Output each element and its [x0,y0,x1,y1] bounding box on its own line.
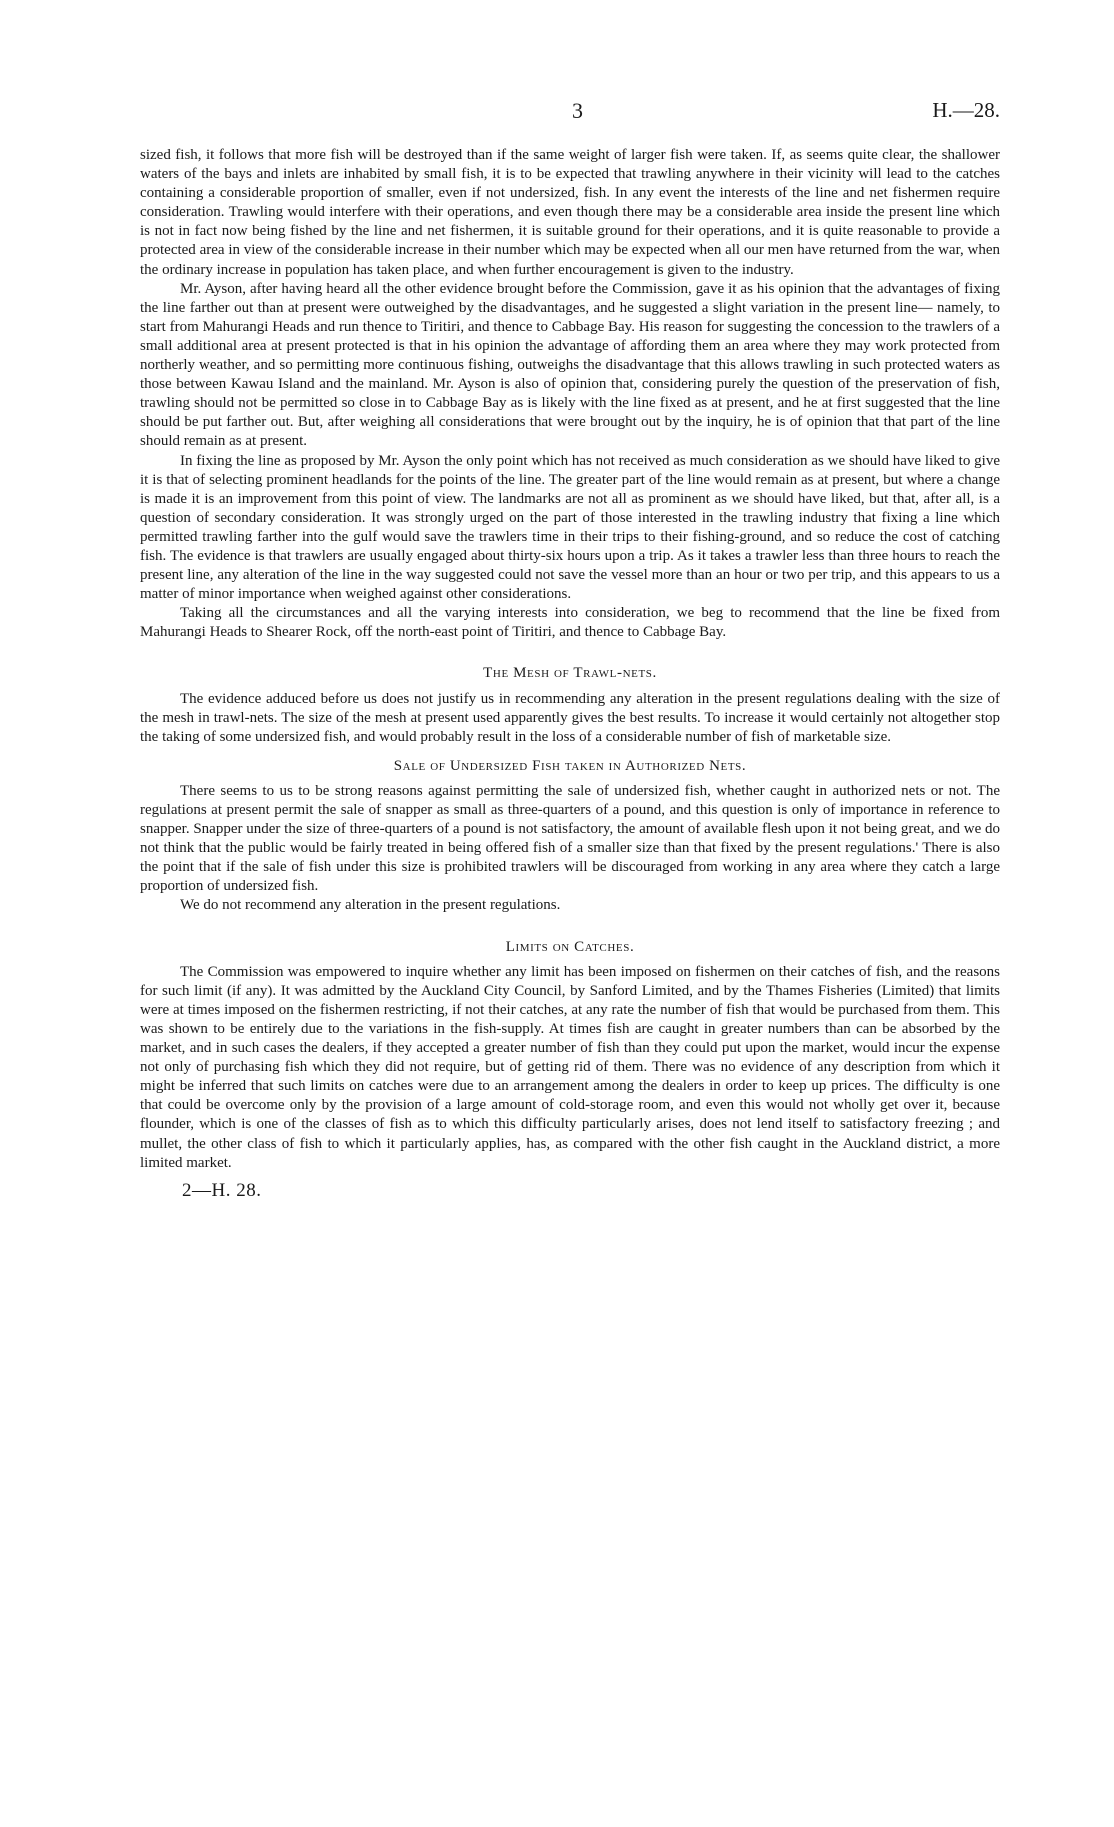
paragraph-no-alteration: We do not recommend any alteration in the present regulations. [180,897,561,914]
paragraph-ayson-opinion: Mr. Ayson, after having heard all the other evidence brought before the Commission, gave it as his opinion that the advantages of fixing the line farther out than at present were outweighed by the disadvantages, and he suggested a slight variation in the present line— namely, to start from Mahurangi Heads and run thence to Tiritiri, and thence to Cabbage Bay. His reason for suggesting the concession to the trawlers of a small additional area at present protected is that in his opinion the advantage of affording them an area where they may work protected from northerly weather, and so permitting more continuous fishing, outweighs the disadvantage that this allows trawling in such protected waters as those between Kawau Island and the mainland. Mr. Ayson is also of opinion that, considering purely the question of the preservation of fish, trawling should not be permitted so close in to Cabbage Bay as is likely with the line fixed as at present, and he at first suggested that the line should be put farther out. But, after weighing all considerations that were brought out by the inquiry, he is of opinion that that part of the line should remain as at present. [140,280,1000,450]
paragraph-continued: sized fish, it follows that more fish will be destroyed than if the same weight of larger fish were taken. If, as seems quite clear, the shallower waters of the bays and inlets are inhabited by small fish, it is to be expected that trawling anywhere in their vicinity will lead to the catches containing a considerable proportion of smaller, even if not undersized, fish. In any event the interests of the line and net fishermen require consideration. Trawling would interfere with their operations, and even though there may be a considerable area inside the present line which is not in fact now being fished by the line and net fishermen, it is suitable ground for their operations, and it is quite reasonable to provide a protected area in view of the considerable increase in their number which may be expected when all our men have returned from the war, when the ordinary increase in population has taken place, and when further encouragement is given to the industry. [140,147,1000,278]
paragraph-recommendation: Taking all the circumstances and all the varying interests into consideration, we beg to recommend that the line be fixed from Mahurangi Heads to Shearer Rock, off the north-east point of Tiritiri, and thence to Cabbage Bay. [140,605,1000,641]
paragraph-limits: The Commission was empowered to inquire whether any limit has been imposed on fishermen on their catches of fish, and the reasons for such limit (if any). It was admitted by the Auckland City Council, by Sanford Limited, and by the Thames Fisheries (Limited) that limits were at times imposed on the fishermen restricting, if not their catches, at any rate the number of fish that would be purchased from them. This was shown to be entirely due to the variations in the fish-supply. At times fish are caught in greater numbers than can be absorbed by the market, and in such cases the dealers, if they accepted a greater number of fish than they could put upon the market, would incur the expense not only of purchasing fish which they did not require, but of getting rid of them. There was no evidence of any description from which it might be inferred that such limits on catches were due to an arrangement among the dealers in order to keep up prices. The difficulty is one that could be overcome only by the provision of a large amount of cold-storage room, and even this would not wholly get over it, because flounder, which is one of the classes of fish as to which this difficulty particularly arises, does not lend itself to satisfactory freezing ; and mullet, the other class of fish to which it particularly applies, has, as compared with the other fish caught in the Auckland district, a more limited market. [140,963,1000,1171]
paragraph-undersized-sale: There seems to us to be strong reasons against permitting the sale of undersized fish, whether caught in authorized nets or not. The regulations at present permit the sale of snapper as small as three-quarters of a pound, and this question is only of importance in reference to snapper. Snapper under the size of three-quarters of a pound is not satisfactory, the amount of available flesh upon it not being great, and we do not think that the public would be fairly treated in being offered fish of a smaller size than that fixed by the present regulations.' There is also the point that if the sale of fish under this size is prohibited trawlers will be discouraged from working in any area where they catch a large proportion of undersized fish. [140,782,1000,895]
heading-mesh-of-trawl-nets: The Mesh of Trawl-nets. [483,665,657,682]
paragraph-mesh: The evidence adduced before us does not justify us in recommending any alteration in the present regulations dealing with the size of the mesh in trawl-nets. The size of the mesh at present used apparently gives the best results. To increase it would certainly not altogether stop the taking of some undersized fish, and would probably result in the loss of a considerable number of fish of marketable size. [140,690,1000,745]
running-head [140,98,1000,128]
page-number: 3 [572,98,583,123]
heading-limits-on-catches: Limits on Catches. [505,938,635,955]
sheet-reference: 2—H. 28. [182,1179,262,1201]
paragraph-fixing-line: In fixing the line as proposed by Mr. Ayson the only point which has not received as much consideration as we should have liked to give it is that of selecting prominent headlands for the points of the line. The greater part of the line would remain as at present, but where a change is made it is an improvement from this point of view. The landmarks are not all as prominent as we should have liked, but that, after all, is a question of secondary consideration. It was strongly urged on the part of those interested in the trawling industry that fixing a line which permitted trawling farther into the gulf would save the trawlers time in their trips to their fishing-ground, and so reduce the cost of catching fish. The evidence is that trawlers are usually engaged about thirty-six hours upon a trip. As it takes a trawler less than three hours to reach the present line, any alteration of the line in the way suggested could not save the vessel more than an hour or two per trip, and this appears to us a matter of minor importance when weighed against other considerations. [140,452,1000,603]
body-text [140,146,1000,1200]
heading-sale-of-undersized-fish: Sale of Undersized Fish taken in Authorized Nets. [393,757,747,774]
document-reference: H.—28. [932,98,1000,122]
